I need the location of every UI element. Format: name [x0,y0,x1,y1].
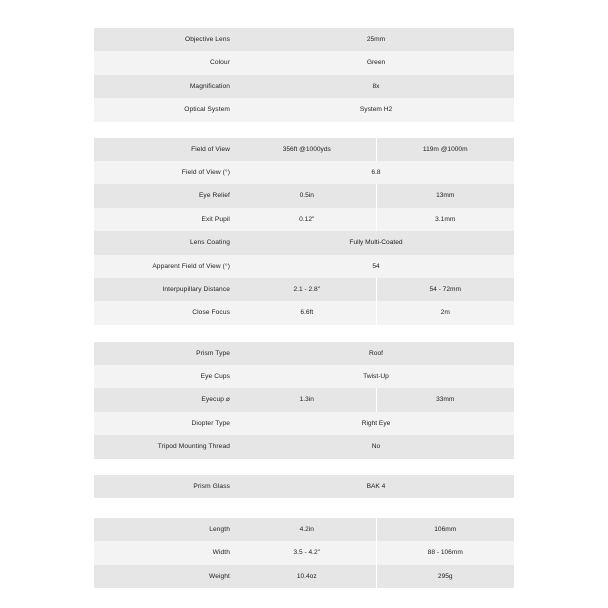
spec-row-prism-type [94,342,514,365]
spec-row-prism-glass [94,475,514,498]
spec-values [238,28,514,51]
spec-row-objective-lens [94,28,514,51]
spec-values [238,255,514,278]
spec-value-metric: 2m [440,309,450,317]
spec-row-colour [94,51,514,74]
spec-value: 8x [372,82,380,90]
spec-values [238,565,514,588]
spec-value-imperial: 10.4oz [238,565,377,588]
spec-row-apparent-field-of-view [94,255,514,278]
spec-value-metric: 119m @1000m [422,145,468,153]
spec-label: Eye Cups [200,373,230,381]
spec-row-magnification [94,75,514,98]
spec-values [238,435,514,458]
spec-value-imperial: 6.6ft [238,301,377,324]
spec-row-optical-system [94,98,514,121]
spec-values [238,208,514,231]
spec-sheet [94,28,514,588]
spec-value: Roof [369,349,383,357]
spec-values [238,388,514,411]
spec-row-eye-relief [94,184,514,207]
spec-values [238,138,514,161]
spec-value-metric: 33mm [436,396,455,404]
spec-row-close-focus [94,301,514,324]
spec-row-weight [94,565,514,588]
spec-label: Field of View [191,145,230,153]
spec-value: Twist-Up [363,373,389,381]
spec-value-imperial: 4.2in [238,518,377,541]
spec-label: Objective Lens [184,36,230,43]
spec-row-field-of-view-degrees [94,161,514,184]
spec-values [238,98,514,121]
spec-row-width [94,541,514,564]
spec-label: Prism Type [196,349,230,357]
spec-label: Eye Relief [198,192,230,200]
spec-values [238,301,514,324]
spec-value-imperial: 356ft @1000yds [238,138,377,161]
spec-value-metric: 106mm [434,526,457,534]
spec-value-imperial: 0.5in [238,184,377,207]
spec-value-metric: 88 - 106mm [427,549,463,557]
spec-label: Eyecup ⌀ [201,396,230,404]
spec-row-field-of-view [94,138,514,161]
spec-value: BAK 4 [366,482,386,490]
spec-values [238,541,514,564]
spec-value: 54 [372,262,380,270]
spec-group-viewing [94,138,514,325]
spec-values [238,365,514,388]
spec-values [238,75,514,98]
spec-values [238,412,514,435]
spec-label: Prism Glass [193,482,230,490]
spec-group-dimensions [94,518,514,588]
spec-value-imperial: 1.3in [238,388,377,411]
spec-values [238,231,514,254]
spec-label: Width [212,549,230,557]
spec-row-tripod-mounting-thread [94,435,514,458]
spec-values [238,278,514,301]
spec-value: Right Eye [361,419,391,427]
spec-label: Interpupillary Distance [162,285,230,293]
spec-values [238,51,514,74]
spec-row-diopter-type [94,412,514,435]
spec-value: 6.8 [371,168,381,176]
spec-value-imperial: 2.1 - 2.8" [238,278,377,301]
spec-label: Optical System [184,106,230,114]
spec-value-metric: 295g [437,572,453,580]
spec-values [238,161,514,184]
spec-values [238,184,514,207]
spec-value: System H2 [359,106,393,114]
spec-label: Colour [209,59,230,67]
spec-label: Field of View (°) [181,168,230,176]
spec-label: Length [209,526,230,534]
spec-value: No [371,443,381,451]
spec-row-exit-pupil [94,208,514,231]
spec-label: Lens Coating [189,239,230,247]
spec-row-length [94,518,514,541]
spec-value-imperial: 0.12" [238,208,377,231]
spec-values [238,475,514,498]
spec-label: Apparent Field of View (°) [152,262,230,270]
spec-value: 25mm [366,36,386,43]
spec-label: Diopter Type [191,419,230,427]
spec-value-imperial: 3.5 - 4.2" [238,541,377,564]
spec-value: Green [366,59,386,67]
spec-row-interpupillary-distance [94,278,514,301]
spec-row-lens-coating [94,231,514,254]
spec-label: Tripod Mounting Thread [157,443,230,451]
spec-value-metric: 54 - 72mm [429,285,461,293]
spec-values [238,518,514,541]
spec-row-eye-cups [94,365,514,388]
spec-group-glass [94,475,514,498]
spec-value-metric: 3.1mm [435,215,456,223]
spec-label: Magnification [189,82,230,90]
spec-label: Exit Pupil [201,215,230,223]
spec-label: Close Focus [192,309,230,317]
spec-value-metric: 13mm [436,192,455,200]
spec-values [238,342,514,365]
spec-row-eyecup-diameter [94,388,514,411]
spec-label: Weight [208,572,230,580]
spec-group-prism [94,342,514,459]
spec-group-optics [94,28,514,122]
spec-value: Fully Multi-Coated [349,239,403,247]
